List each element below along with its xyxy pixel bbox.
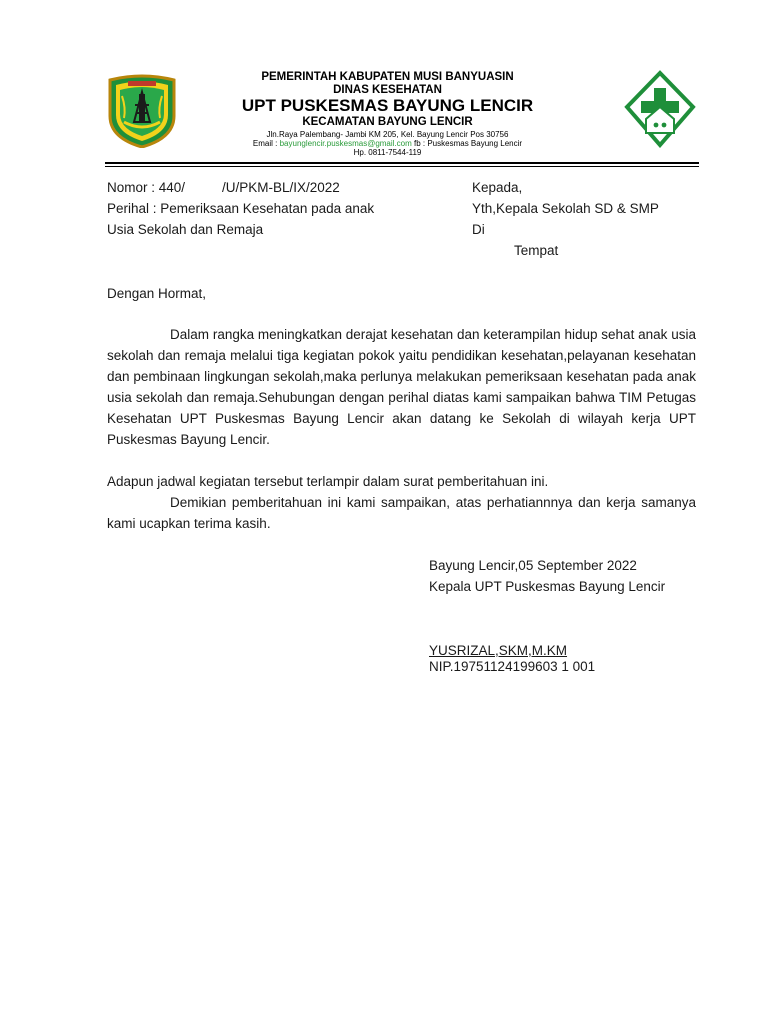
tempat-label: Tempat xyxy=(514,243,559,258)
nomor-label: Nomor : 440/ xyxy=(107,180,186,195)
recipient: Yth,Kepala Sekolah SD & SMP xyxy=(472,201,659,216)
government-name: PEMERINTAH KABUPATEN MUSI BANYUASIN xyxy=(261,71,514,83)
district-name: KECAMATAN BAYUNG LENCIR xyxy=(302,116,473,128)
greeting: Dengan Hormat, xyxy=(107,286,207,301)
email-label: Email : xyxy=(252,139,280,148)
perihal-line-2: Usia Sekolah dan Remaja xyxy=(107,222,264,237)
contact-line xyxy=(185,139,590,148)
perihal-line-1: Perihal : Pemeriksaan Kesehatan pada anak xyxy=(107,201,375,216)
kepada-label: Kepada, xyxy=(472,180,523,195)
email-link[interactable]: bayunglencir.puskesmas@gmail.com xyxy=(279,139,412,148)
department-name: DINAS KESEHATAN xyxy=(333,84,442,96)
address-line: Jln.Raya Palembang- Jambi KM 205, Kel. Bayung Lencir Pos 30756 xyxy=(266,130,509,139)
signatory-nip: NIP.19751124199603 1 001 xyxy=(429,659,596,674)
signatory-name: YUSRIZAL,SKM,M.KM xyxy=(429,643,568,658)
puskesmas-cross-logo-icon xyxy=(624,70,696,148)
regency-emblem-icon xyxy=(104,72,180,148)
paragraph-main: Dalam rangka meningkatkan derajat kesehatan dan keterampilan hidup sehat anak usia sekolah dan remaja melalui tiga kegiatan pokok yaitu pendidikan kesehatan,pelayanan kesehatan dan pembinaan lingkungan sekolah,maka perlunya melakukan pemeriksaan kesehatan pada anak usia sekolah dan remaja.Sehubungan dengan perihal diatas kami sampaikan bahwa TIM Petugas Kesehatan UPT Puskesmas Bayung Lencir akan datang ke Sekolah di wilayah kerja UPT Puskesmas Bayung Lencir. xyxy=(107,327,696,447)
place-date: Bayung Lencir,05 September 2022 xyxy=(429,558,637,573)
letterhead-divider-thick xyxy=(105,162,699,164)
signatory-position: Kepala UPT Puskesmas Bayung Lencir xyxy=(429,579,666,594)
nomor-value: /U/PKM-BL/IX/2022 xyxy=(222,180,340,195)
paragraph-schedule: Adapun jadwal kegiatan tersebut terlampir dalam surat pemberitahuan ini. xyxy=(107,474,549,489)
phone-line: Hp. 0811-7544-119 xyxy=(353,148,422,157)
paragraph-closing: Demikian pemberitahuan ini kami sampaikan, atas perhatiannnya dan kerja samanya kami ucapkan terima kasih. xyxy=(107,495,696,531)
institution-title: UPT PUSKESMAS BAYUNG LENCIR xyxy=(241,96,534,115)
letterhead-divider-thin xyxy=(105,166,699,167)
di-label: Di xyxy=(472,222,485,237)
facebook-text: fb : Puskesmas Bayung Lencir xyxy=(411,139,523,148)
